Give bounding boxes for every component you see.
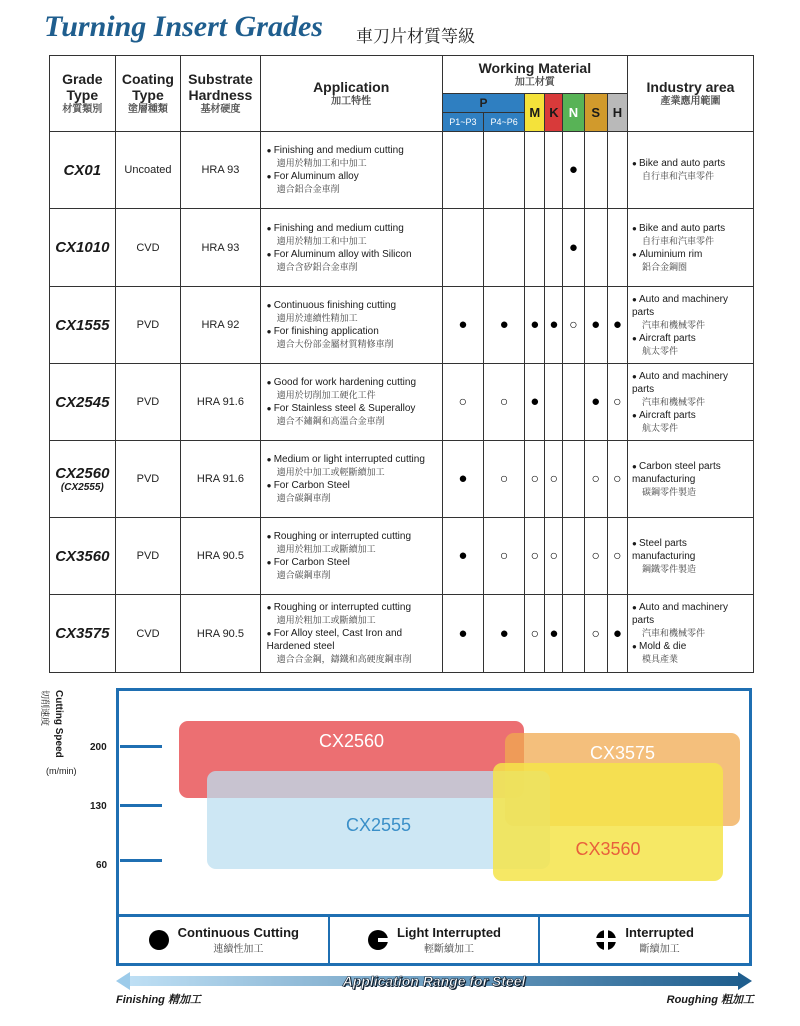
material-mark (607, 209, 627, 287)
material-mark: ● (607, 287, 627, 364)
material-mark: ○ (525, 518, 545, 595)
grade-type: CX1555 (50, 287, 116, 364)
material-mark (525, 132, 545, 209)
material-mark: ○ (607, 441, 627, 518)
material-mark: ○ (584, 441, 607, 518)
material-mark: ○ (584, 518, 607, 595)
y-tick-label: 60 (96, 860, 108, 871)
grade-type: CX3560 (50, 518, 116, 595)
legend-interrupted: Interrupted 斷續加工 (540, 917, 749, 963)
material-mark (563, 441, 584, 518)
header-m: M (525, 94, 545, 132)
header-substrate: Substrate Hardness 基材硬度 (181, 56, 260, 132)
material-mark: ● (584, 364, 607, 441)
material-mark (545, 364, 563, 441)
material-mark: ● (484, 595, 525, 673)
grade-type: CX2545 (50, 364, 116, 441)
grade-type: CX3575 (50, 595, 116, 673)
y-axis-label-zh: 切削速度 (40, 690, 50, 727)
substrate-hardness: HRA 93 (181, 132, 260, 209)
header-p1-p3: P1~P3 (442, 113, 483, 132)
material-mark: ● (484, 287, 525, 364)
y-axis-unit: (m/min) (46, 766, 77, 776)
grade-row (50, 595, 754, 673)
range-box-cx3560 (493, 763, 723, 881)
range-label: CX3560 (575, 839, 641, 859)
industry-area: ● Bike and auto parts 自行車和汽車零件 (627, 132, 753, 209)
header-p4-p6: P4~P6 (484, 113, 525, 132)
y-tick (120, 859, 162, 862)
substrate-hardness: HRA 90.5 (181, 595, 260, 673)
material-mark: ○ (484, 364, 525, 441)
y-tick-label: 130 (90, 801, 107, 812)
material-mark (442, 132, 483, 209)
substrate-hardness: HRA 90.5 (181, 518, 260, 595)
material-mark: ○ (484, 441, 525, 518)
material-mark: ● (442, 441, 483, 518)
substrate-hardness: HRA 92 (181, 287, 260, 364)
material-mark (563, 518, 584, 595)
substrate-hardness: HRA 91.6 (181, 441, 260, 518)
material-mark (545, 209, 563, 287)
material-mark: ● (442, 518, 483, 595)
material-mark (442, 209, 483, 287)
application: ● Finishing and medium cutting 適用於精加工和中加工 ● For Aluminum alloy with Silicon 適合含矽鋁合金車削 (260, 209, 442, 287)
header-n: N (563, 94, 584, 132)
material-mark: ○ (525, 595, 545, 673)
material-mark (525, 209, 545, 287)
industry-area: ● Carbon steel parts manufacturing 碳鋼零件製造 (627, 441, 753, 518)
y-tick (120, 745, 162, 748)
coating-type: Uncoated (115, 132, 181, 209)
range-label: CX2560 (318, 731, 385, 751)
grade-row (50, 132, 754, 209)
material-mark: ○ (607, 518, 627, 595)
grade-row (50, 364, 754, 441)
coating-type: PVD (115, 441, 181, 518)
material-mark (545, 132, 563, 209)
grade-row (50, 518, 754, 595)
coating-type: PVD (115, 364, 181, 441)
range-label: CX2555 (345, 815, 412, 835)
grade-type: CX1010 (50, 209, 116, 287)
header-application: Application 加工特性 (260, 56, 442, 132)
header-p: P (442, 94, 525, 113)
notched-circle-icon (367, 929, 389, 951)
header-s: S (584, 94, 607, 132)
grade-row (50, 441, 754, 518)
material-mark: ○ (484, 518, 525, 595)
application-range-arrow (116, 972, 752, 990)
material-mark (484, 209, 525, 287)
y-tick-label: 200 (90, 742, 107, 753)
material-mark (484, 132, 525, 209)
material-mark: ○ (584, 595, 607, 673)
material-mark: ● (545, 287, 563, 364)
legend-light-interrupted: Light Interrupted 輕斷續加工 (330, 917, 541, 963)
header-industry: Industry area 產業應用範圍 (627, 56, 753, 132)
grade-type: CX2560 (CX2555) (50, 441, 116, 518)
material-mark: ○ (545, 441, 563, 518)
industry-area: ● Auto and machinery parts 汽車和機械零件 ● Mold & die 模具產業 (627, 595, 753, 673)
grades-table (49, 55, 754, 673)
application: ● Roughing or interrupted cutting 適用於粗加工或斷續加工 ● For Alloy steel, Cast Iron and Hardened steel 適合合金鋼，鑄鐵和高硬度鋼車削 (260, 595, 442, 673)
y-axis-label: Cutting Speed (53, 690, 64, 758)
material-mark: ○ (607, 364, 627, 441)
substrate-hardness: HRA 91.6 (181, 364, 260, 441)
substrate-hardness: HRA 93 (181, 209, 260, 287)
range-label: CX3575 (589, 743, 656, 763)
material-mark: ● (525, 364, 545, 441)
material-mark: ● (563, 132, 584, 209)
grade-type: CX01 (50, 132, 116, 209)
x-axis-label: Application Range for Steel (342, 973, 526, 989)
material-mark: ● (607, 595, 627, 673)
header-working-material: Working Material 加工材質 (442, 56, 627, 94)
application: ● Finishing and medium cutting 適用於精加工和中加工 ● For Aluminum alloy 適合鋁合金車削 (260, 132, 442, 209)
application: ● Roughing or interrupted cutting 適用於粗加工或斷續加工 ● For Carbon Steel 適合碳鋼車削 (260, 518, 442, 595)
application: ● Medium or light interrupted cutting 適用於中加工或輕斷續加工 ● For Carbon Steel 適合碳鋼車削 (260, 441, 442, 518)
coating-type: PVD (115, 287, 181, 364)
y-tick (120, 804, 162, 807)
grade-row (50, 287, 754, 364)
industry-area: ● Auto and machinery parts 汽車和機械零件 ● Aircraft parts 航太零件 (627, 364, 753, 441)
material-mark: ○ (545, 518, 563, 595)
header-k: K (545, 94, 563, 132)
coating-type: CVD (115, 595, 181, 673)
material-mark: ● (442, 595, 483, 673)
solid-circle-icon (148, 929, 170, 951)
material-mark: ● (545, 595, 563, 673)
material-mark: ○ (563, 287, 584, 364)
header-grade: Grade Type 材質類別 (50, 56, 116, 132)
material-mark: ● (525, 287, 545, 364)
industry-area: ● Steel parts manufacturing 鋼鐵零件製造 (627, 518, 753, 595)
material-mark (584, 132, 607, 209)
coating-type: PVD (115, 518, 181, 595)
grade-row (50, 209, 754, 287)
header-h: H (607, 94, 627, 132)
material-mark: ● (584, 287, 607, 364)
coating-type: CVD (115, 209, 181, 287)
industry-area: ● Auto and machinery parts 汽車和機械零件 ● Aircraft parts 航太零件 (627, 287, 753, 364)
page-subtitle: 車刀片材質等級 (356, 27, 475, 47)
material-mark (563, 595, 584, 673)
header-coating: Coating Type 塗層種類 (115, 56, 181, 132)
page-title: Turning Insert Grades (44, 10, 323, 43)
roughing-label: Roughing 粗加工 (666, 994, 754, 1006)
material-mark (563, 364, 584, 441)
industry-area: ● Bike and auto parts 自行車和汽車零件 ● Aluminium rim 鋁合金鋼圈 (627, 209, 753, 287)
material-mark (584, 209, 607, 287)
application: ● Continuous finishing cutting 適用於連續性精加工 ● For finishing application 適合大份部金屬材質精修車削 (260, 287, 442, 364)
material-mark: ○ (442, 364, 483, 441)
material-mark: ● (563, 209, 584, 287)
application: ● Good for work hardening cutting 適用於切削加工硬化工件 ● For Stainless steel & Superalloy 適合不鏽鋼和高溫合金車削 (260, 364, 442, 441)
cutting-legend (116, 914, 752, 966)
legend-continuous: Continuous Cutting 連續性加工 (119, 917, 330, 963)
finishing-label: Finishing 精加工 (116, 994, 201, 1006)
material-mark (607, 132, 627, 209)
material-mark: ● (442, 287, 483, 364)
material-mark: ○ (525, 441, 545, 518)
cross-circle-icon (595, 929, 617, 951)
cutting-speed-chart (116, 688, 752, 914)
